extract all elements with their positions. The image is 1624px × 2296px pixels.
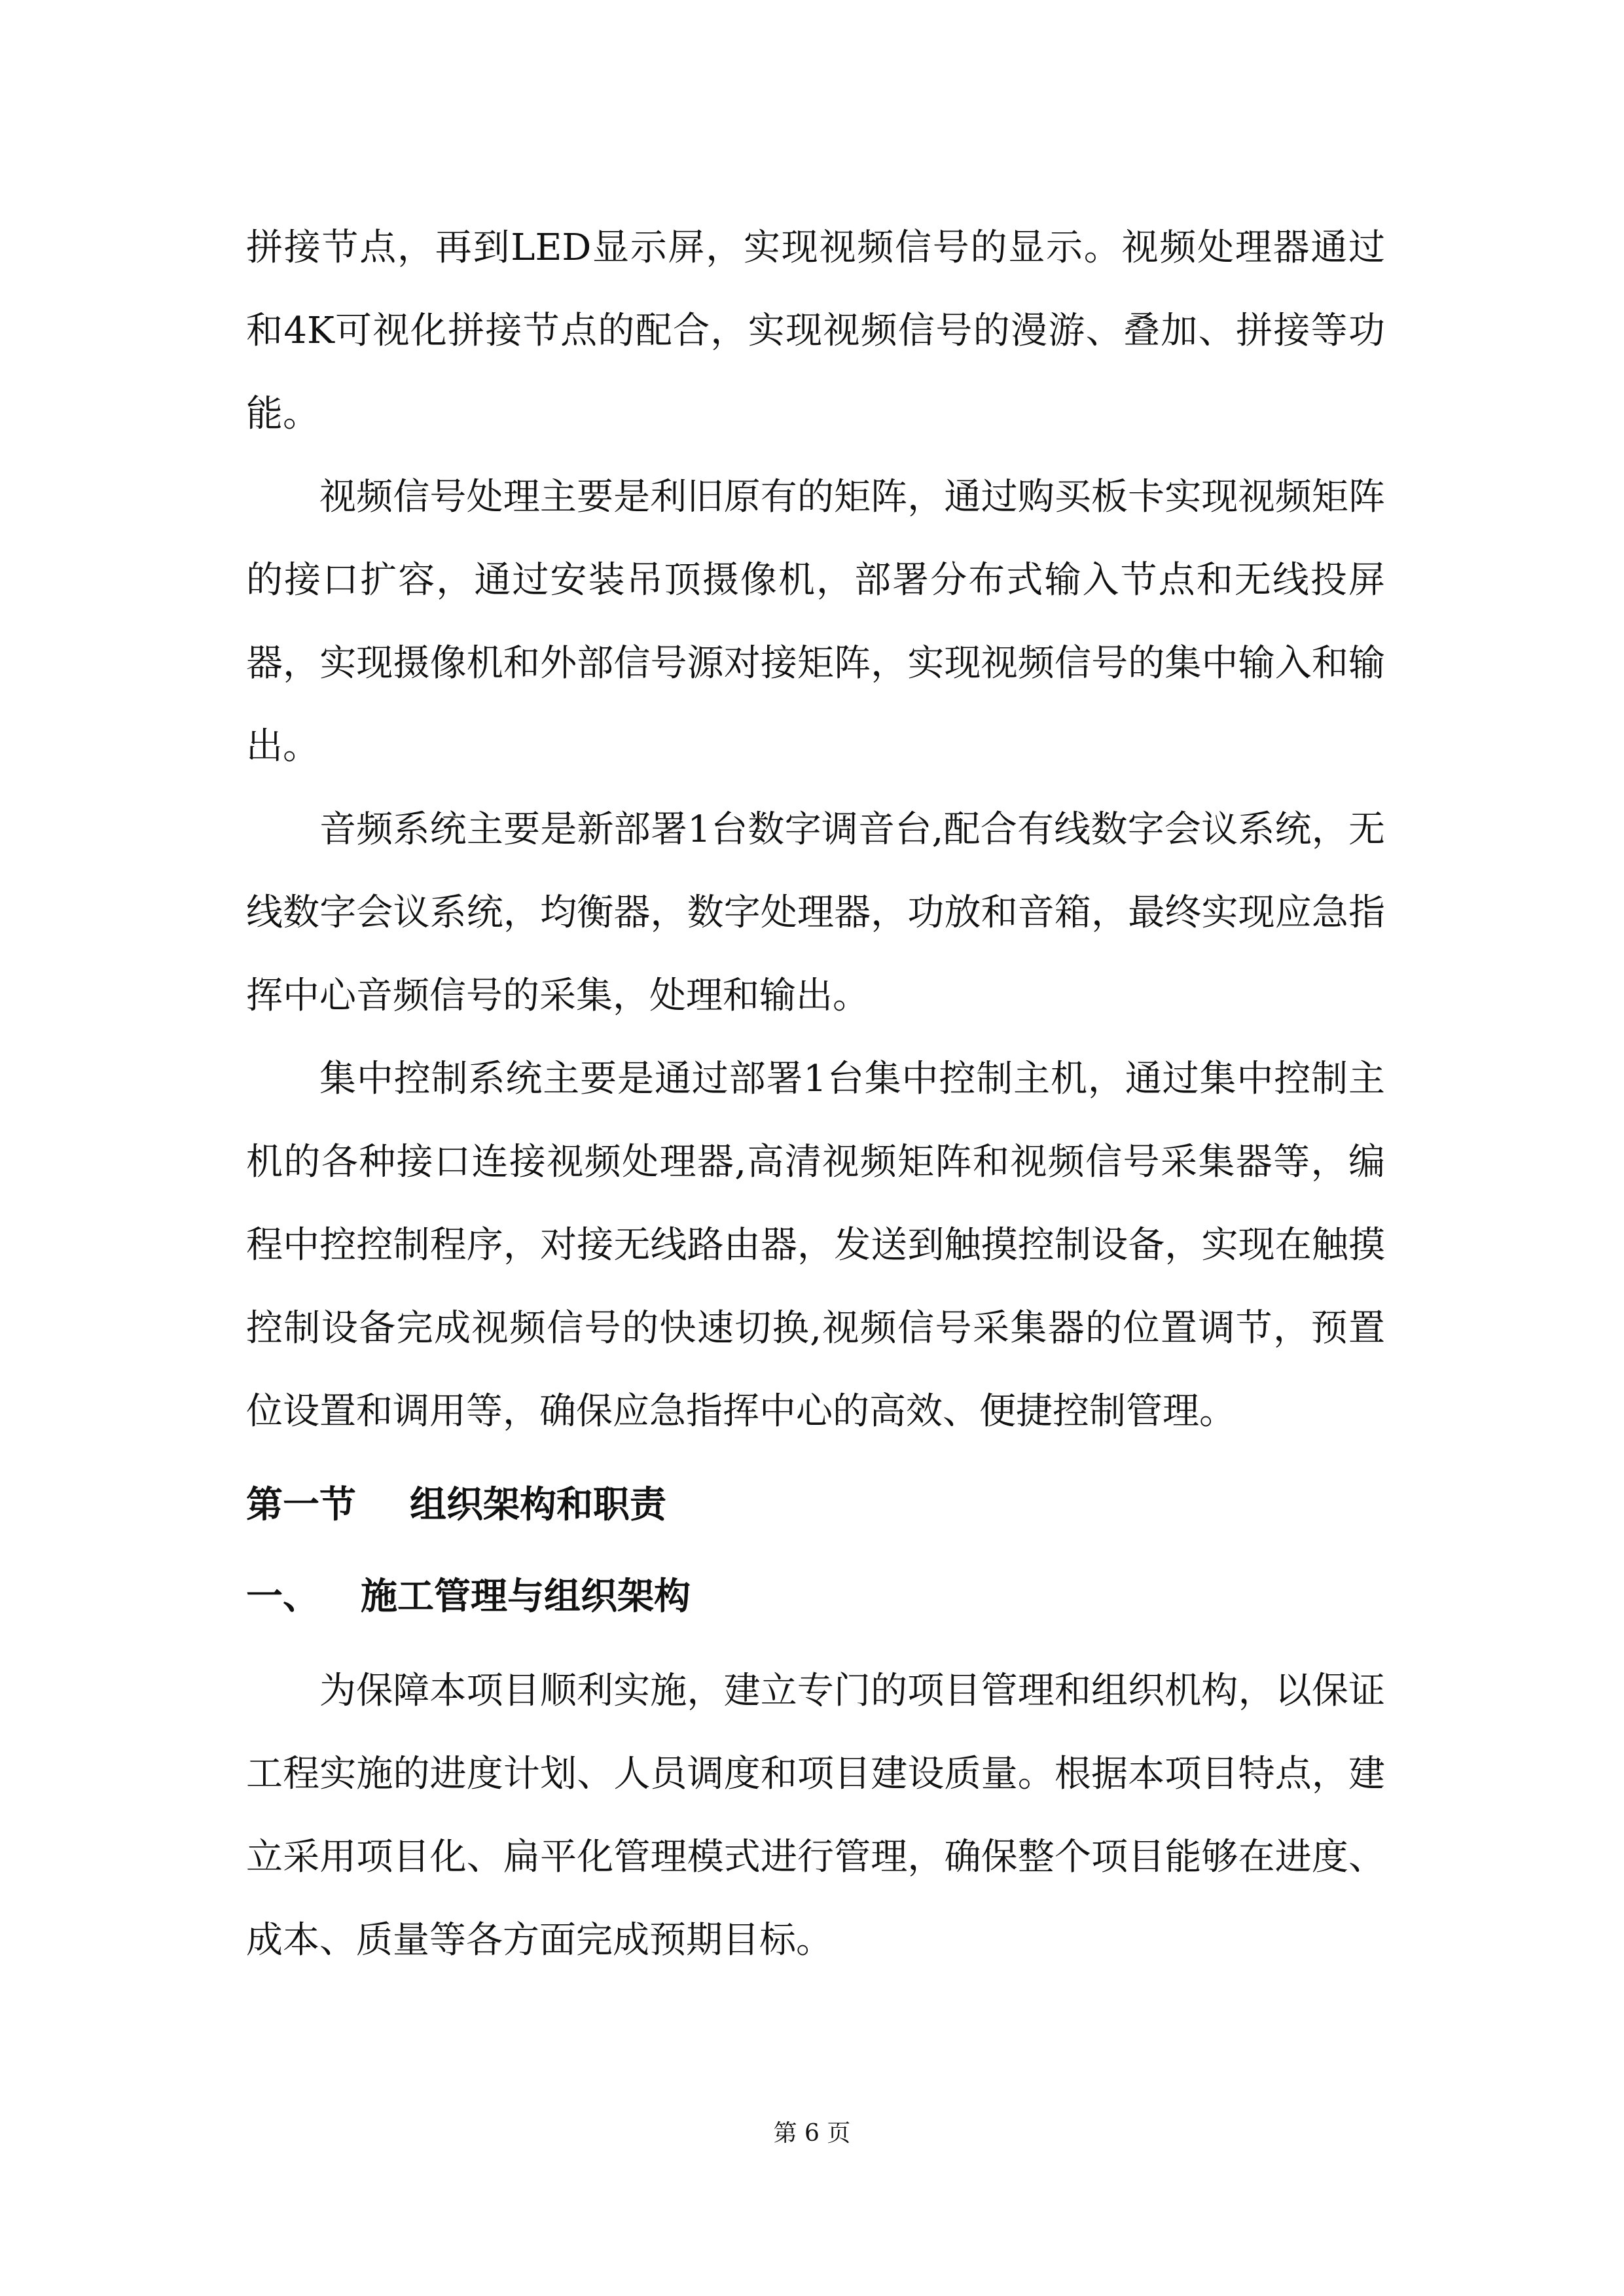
sub-heading — [246, 1571, 1385, 1623]
sub-heading-number: 一、 — [246, 1575, 319, 1618]
sub-heading-title: 施工管理与组织架构 — [361, 1575, 691, 1618]
page-number-footer: 第 6 页 — [773, 2120, 851, 2147]
paragraph-central-control: 集中控制系统主要是通过部署1台集中控制主机，通过集中控制主机的各种接口连接视频处理器,高清视频矩阵和视频信号采集器等，编程中控控制程序，对接无线路由器，发送到触摸控制设备，实现在触摸控制设备完成视频信号的快速切换,视频信号采集器的位置调节，预置位设置和调用等，确保应急指挥中心的高效、便捷控制管理。 — [246, 1058, 1385, 1433]
page-content — [246, 206, 1385, 1982]
section-heading — [246, 1479, 1385, 1532]
section-title: 组织架构和职责 — [410, 1484, 666, 1526]
paragraph-video-signal-processing: 视频信号处理主要是利旧原有的矩阵，通过购买板卡实现视频矩阵的接口扩容，通过安装吊顶摄像机，部署分布式输入节点和无线投屏器，实现摄像机和外部信号源对接矩阵，实现视频信号的集中输入和输出。 — [246, 476, 1385, 768]
paragraph-continuation: 拼接节点，再到LED显示屏，实现视频信号的显示。视频处理器通过和4K可视化拼接节点的配合，实现视频信号的漫游、叠加、拼接等功能。 — [246, 226, 1385, 435]
paragraph-audio-system: 音频系统主要是新部署1台数字调音台,配合有线数字会议系统，无线数字会议系统，均衡器，数字处理器，功放和音箱，最终实现应急指挥中心音频信号的采集，处理和输出。 — [246, 808, 1385, 1017]
paragraph-project-management: 为保障本项目顺利实施，建立专门的项目管理和组织机构，以保证工程实施的进度计划、人员调度和项目建设质量。根据本项目特点，建立采用项目化、扁平化管理模式进行管理，确保整个项目能够在进度、成本、质量等各方面完成预期目标。 — [246, 1670, 1385, 1962]
section-number: 第一节 — [246, 1484, 356, 1526]
